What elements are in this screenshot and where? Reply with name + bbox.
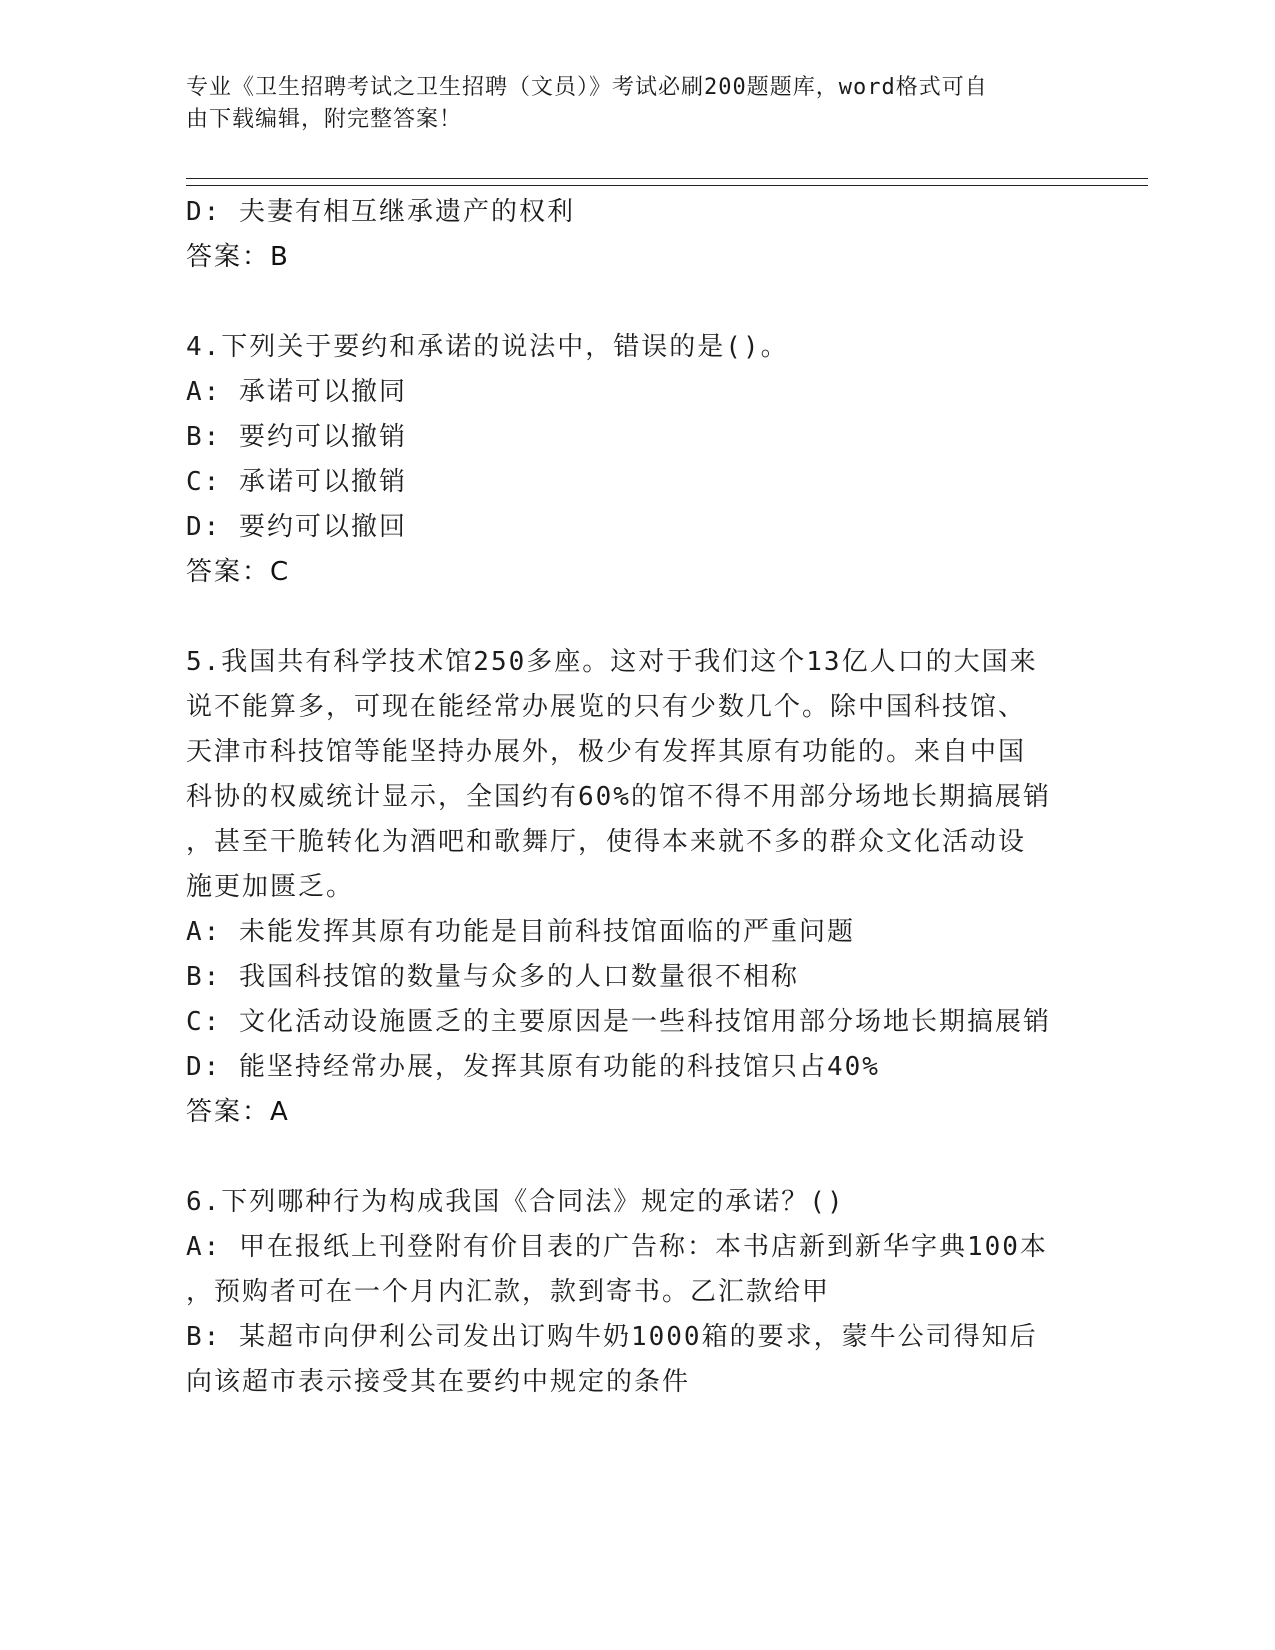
q6-option-a-line: A: 甲在报纸上刊登附有价目表的广告称：本书店新到新华字典100本	[186, 1232, 1048, 1262]
q6-option-a	[186, 1225, 1086, 1315]
document-header	[186, 72, 1066, 136]
q4-stem: 4.下列关于要约和承诺的说法中，错误的是()。	[186, 332, 789, 362]
question-4	[186, 325, 1086, 595]
q5-stem-line: 5.我国共有科学技术馆250多座。这对于我们这个13亿人口的大国来	[186, 647, 1038, 677]
spacer	[186, 595, 1086, 640]
q5-stem-line: 天津市科技馆等能坚持办展外，极少有发挥其原有功能的。来自中国	[186, 737, 1027, 767]
q3-option-d: D: 夫妻有相互继承遗产的权利	[186, 197, 575, 227]
header-line-1: 专业《卫生招聘考试之卫生招聘（文员）》考试必刷200题题库，word格式可自	[186, 75, 988, 100]
q4-answer: 答案：C	[186, 557, 291, 587]
spacer	[186, 280, 1086, 325]
q5-stem-line: 说不能算多，可现在能经常办展览的只有少数几个。除中国科技馆、	[186, 692, 1027, 722]
q4-option-c: C: 承诺可以撤销	[186, 467, 407, 497]
q4-option-b: B: 要约可以撤销	[186, 422, 407, 452]
question-5	[186, 640, 1086, 1135]
q5-option-a: A: 未能发挥其原有功能是目前科技馆面临的严重问题	[186, 917, 855, 947]
q5-stem-line: 施更加匮乏。	[186, 872, 355, 902]
q5-stem-line: ，甚至干脆转化为酒吧和歌舞厅，使得本来就不多的群众文化活动设	[186, 827, 1027, 857]
q5-stem	[186, 640, 1086, 910]
question-6	[186, 1180, 1086, 1405]
q4-option-a: A: 承诺可以撤同	[186, 377, 407, 407]
q6-option-a-line: ，预购者可在一个月内汇款，款到寄书。乙汇款给甲	[186, 1277, 831, 1307]
q3-answer: 答案：B	[186, 242, 290, 272]
q6-stem: 6.下列哪种行为构成我国《合同法》规定的承诺？()	[186, 1187, 845, 1217]
q5-option-c: C: 文化活动设施匮乏的主要原因是一些科技馆用部分场地长期搞展销	[186, 1007, 1051, 1037]
spacer	[186, 1135, 1086, 1180]
q6-option-b-line: 向该超市表示接受其在要约中规定的条件	[186, 1367, 691, 1397]
q5-stem-line: 科协的权威统计显示，全国约有60%的馆不得不用部分场地长期搞展销	[186, 782, 1051, 812]
header-rule-top	[186, 178, 1148, 179]
question-3-tail	[186, 190, 1086, 280]
header-line-2: 由下载编辑，附完整答案！	[186, 107, 463, 132]
q4-option-d: D: 要约可以撤回	[186, 512, 407, 542]
q5-answer: 答案：A	[186, 1097, 290, 1127]
q5-option-d: D: 能坚持经常办展，发挥其原有功能的科技馆只占40%	[186, 1052, 880, 1082]
document-body	[186, 190, 1086, 1405]
header-rule-bottom	[186, 185, 1148, 186]
q6-option-b-line: B: 某超市向伊利公司发出订购牛奶1000箱的要求，蒙牛公司得知后	[186, 1322, 1038, 1352]
q6-option-b	[186, 1315, 1086, 1405]
q5-option-b: B: 我国科技馆的数量与众多的人口数量很不相称	[186, 962, 799, 992]
